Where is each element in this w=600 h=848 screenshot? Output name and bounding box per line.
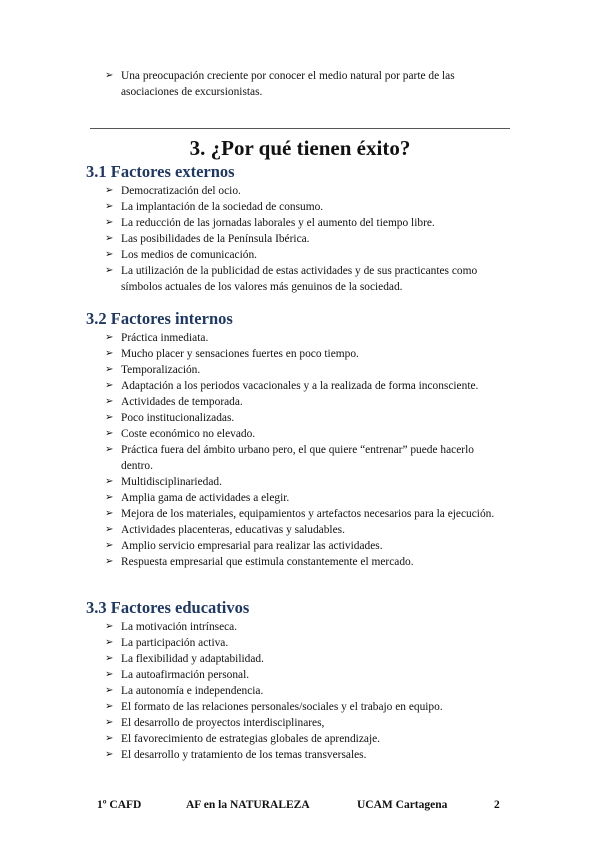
list-item xyxy=(105,263,500,295)
list-item-text: La reducción de las jornadas laborales y el aumento del tiempo libre. xyxy=(121,217,435,229)
list-item xyxy=(105,619,500,635)
list-item xyxy=(105,715,500,731)
list-item-text: Los medios de comunicación. xyxy=(121,249,258,261)
list-item xyxy=(105,699,500,715)
footer-subject: AF en la NATURALEZA xyxy=(186,799,310,811)
footer-page-number: 2 xyxy=(494,799,500,811)
list-item xyxy=(105,247,500,263)
list-item xyxy=(105,199,500,215)
list-item xyxy=(105,490,500,506)
arrow-bullet-icon: ➢ xyxy=(105,265,114,276)
arrow-bullet-icon: ➢ xyxy=(105,540,114,551)
list-item-text: La participación activa. xyxy=(121,637,229,649)
list-item-text: Amplia gama de actividades a elegir. xyxy=(121,492,290,504)
list-item-text: Democratización del ocio. xyxy=(121,185,241,197)
list-item xyxy=(105,442,500,474)
educational-factors-list xyxy=(105,619,500,763)
list-item xyxy=(105,231,500,247)
list-item-text: Mucho placer y sensaciones fuertes en poco tiempo. xyxy=(121,348,359,360)
subsection-title-educational: 3.3 Factores educativos xyxy=(86,598,250,617)
arrow-bullet-icon: ➢ xyxy=(105,508,114,519)
list-item-text: Actividades de temporada. xyxy=(121,396,243,408)
arrow-bullet-icon: ➢ xyxy=(105,249,114,260)
list-item xyxy=(105,731,500,747)
subsection-title-internal: 3.2 Factores internos xyxy=(86,309,233,328)
list-item-text: Práctica inmediata. xyxy=(121,332,209,344)
list-item-text: Respuesta empresarial que estimula constantemente el mercado. xyxy=(121,556,414,568)
arrow-bullet-icon: ➢ xyxy=(105,556,114,567)
list-item xyxy=(105,68,500,100)
arrow-bullet-icon: ➢ xyxy=(105,524,114,535)
list-item xyxy=(105,538,500,554)
list-item xyxy=(105,651,500,667)
list-item xyxy=(105,346,500,362)
list-item-text: La flexibilidad y adaptabilidad. xyxy=(121,653,264,665)
arrow-bullet-icon: ➢ xyxy=(105,492,114,503)
list-item xyxy=(105,554,500,570)
list-item-text: La autonomía e independencia. xyxy=(121,685,264,697)
list-item-text: Las posibilidades de la Península Ibérica. xyxy=(121,233,310,245)
list-item xyxy=(105,683,500,699)
list-item-text: El favorecimiento de estrategias globales de aprendizaje. xyxy=(121,733,381,745)
intro-bullet-list xyxy=(105,68,500,100)
list-item-text: El desarrollo y tratamiento de los temas transversales. xyxy=(121,749,367,761)
arrow-bullet-icon: ➢ xyxy=(105,637,114,648)
arrow-bullet-icon: ➢ xyxy=(105,749,114,760)
list-item xyxy=(105,183,500,199)
internal-factors-list xyxy=(105,330,500,570)
list-item-text: Una preocupación creciente por conocer el medio natural por parte de las asociaciones de excursionistas. xyxy=(121,70,455,98)
list-item xyxy=(105,747,500,763)
footer-institution: UCAM Cartagena xyxy=(357,799,448,811)
list-item-text: Actividades placenteras, educativas y saludables. xyxy=(121,524,345,536)
list-item xyxy=(105,410,500,426)
arrow-bullet-icon: ➢ xyxy=(105,621,114,632)
list-item xyxy=(105,394,500,410)
list-item-text: Poco institucionalizadas. xyxy=(121,412,235,424)
list-item-text: El desarrollo de proyectos interdisciplinares, xyxy=(121,717,325,729)
arrow-bullet-icon: ➢ xyxy=(105,685,114,696)
subsection-title-external: 3.1 Factores externos xyxy=(86,162,235,181)
external-factors-list xyxy=(105,183,500,295)
footer-course: 1º CAFD xyxy=(97,799,142,811)
list-item xyxy=(105,667,500,683)
list-item xyxy=(105,362,500,378)
list-item xyxy=(105,378,500,394)
arrow-bullet-icon: ➢ xyxy=(105,332,114,343)
arrow-bullet-icon: ➢ xyxy=(105,364,114,375)
list-item xyxy=(105,474,500,490)
arrow-bullet-icon: ➢ xyxy=(105,653,114,664)
arrow-bullet-icon: ➢ xyxy=(105,412,114,423)
arrow-bullet-icon: ➢ xyxy=(105,428,114,439)
arrow-bullet-icon: ➢ xyxy=(105,380,114,391)
arrow-bullet-icon: ➢ xyxy=(105,444,114,455)
arrow-bullet-icon: ➢ xyxy=(105,396,114,407)
list-item-text: Adaptación a los periodos vacacionales y a la realizada de forma inconsciente. xyxy=(121,380,479,392)
arrow-bullet-icon: ➢ xyxy=(105,70,114,81)
arrow-bullet-icon: ➢ xyxy=(105,733,114,744)
arrow-bullet-icon: ➢ xyxy=(105,348,114,359)
section-title: 3. ¿Por qué tienen éxito? xyxy=(189,136,411,160)
list-item-text: La implantación de la sociedad de consumo. xyxy=(121,201,324,213)
page-footer xyxy=(0,796,600,814)
list-item-text: La autoafirmación personal. xyxy=(121,669,250,681)
list-item-text: Multidisciplinariedad. xyxy=(121,476,222,488)
list-item xyxy=(105,215,500,231)
arrow-bullet-icon: ➢ xyxy=(105,217,114,228)
arrow-bullet-icon: ➢ xyxy=(105,717,114,728)
list-item xyxy=(105,635,500,651)
list-item-text: La motivación intrínseca. xyxy=(121,621,238,633)
list-item-text: Amplio servicio empresarial para realizar las actividades. xyxy=(121,540,383,552)
arrow-bullet-icon: ➢ xyxy=(105,185,114,196)
list-item xyxy=(105,330,500,346)
list-item-text: Práctica fuera del ámbito urbano pero, el que quiere “entrenar” puede hacerlo dentro. xyxy=(121,444,474,472)
section-divider xyxy=(90,128,510,129)
list-item-text: Mejora de los materiales, equipamientos y artefactos necesarios para la ejecución. xyxy=(121,508,495,520)
list-item-text: Coste económico no elevado. xyxy=(121,428,256,440)
list-item xyxy=(105,426,500,442)
list-item-text: La utilización de la publicidad de estas actividades y de sus practicantes como símbolos actuales de los valores más genuinos de la sociedad. xyxy=(121,265,478,293)
arrow-bullet-icon: ➢ xyxy=(105,669,114,680)
arrow-bullet-icon: ➢ xyxy=(105,701,114,712)
arrow-bullet-icon: ➢ xyxy=(105,201,114,212)
list-item xyxy=(105,522,500,538)
list-item-text: El formato de las relaciones personales/sociales y el trabajo en equipo. xyxy=(121,701,443,713)
arrow-bullet-icon: ➢ xyxy=(105,476,114,487)
list-item-text: Temporalización. xyxy=(121,364,201,376)
arrow-bullet-icon: ➢ xyxy=(105,233,114,244)
list-item xyxy=(105,506,500,522)
